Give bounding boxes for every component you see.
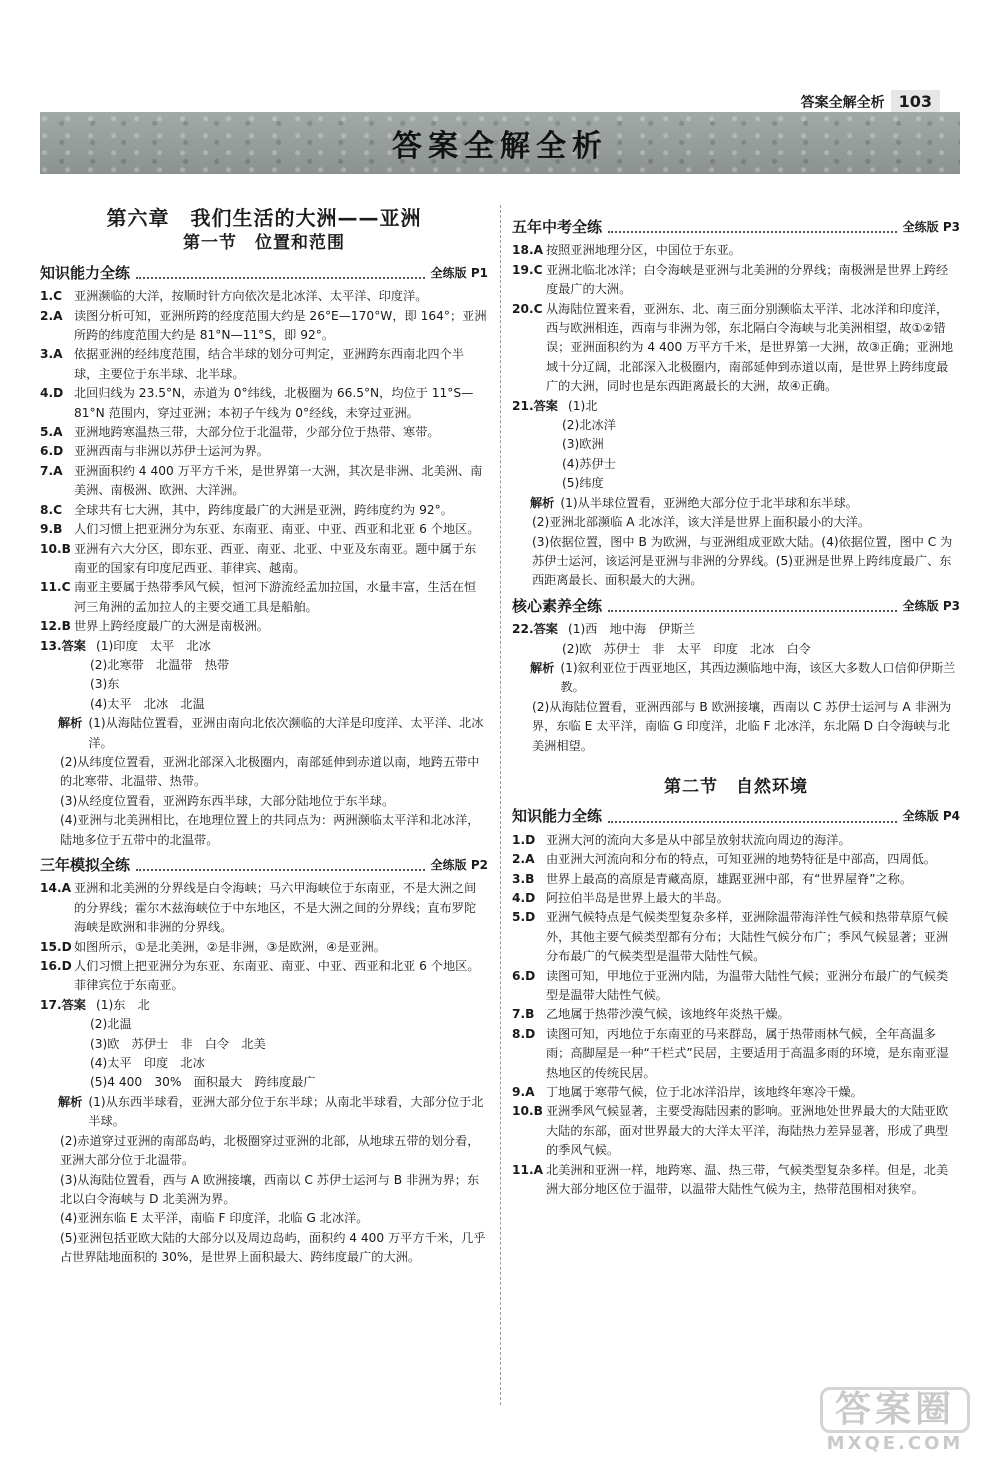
answer-item — [40, 287, 488, 306]
answer-item — [40, 520, 488, 539]
answer-item — [40, 578, 488, 617]
answer-text: 按照亚洲地理分区，中国位于东亚。 — [546, 243, 741, 258]
explanation-text: (3)依据位置，图中 B 为欧洲，与亚洲组成亚欧大陆。(4)依据位置，图中 C 为苏伊士运河，该运河是亚洲与非洲的分界线。(5)亚洲是世界上跨纬度最广、东西距离最长、面积最大的大洲。 — [532, 534, 953, 588]
answer-line: (2)北温 — [90, 1017, 132, 1032]
answer-text: (1)北 — [568, 398, 598, 413]
explanation-label: 解析 — [530, 495, 555, 510]
answer-line: (2)欧 苏伊士 非 太平 印度 北冰 白令 — [562, 641, 811, 656]
section-title-1: 第一节 位置和范围 — [183, 233, 345, 254]
answer-item — [512, 261, 960, 300]
right-column — [512, 212, 960, 1200]
answer-line: (5)4 400 30% 面积最大 跨纬度最广 — [90, 1075, 316, 1090]
running-head — [801, 90, 940, 113]
answer-text: 人们习惯上把亚洲分为东亚、东南亚、南亚、中亚、西亚和北亚 6 个地区。菲律宾位于东南亚。 — [74, 959, 480, 993]
answer-item — [512, 1083, 960, 1102]
explanation-text: (2)从海陆位置看，亚洲西部与 B 欧洲接壤，西南以 C 苏伊士运河与 A 非洲为界，东临 E 太平洋，南临 G 印度洋，北临 F 北冰洋，东北隔 D 白令海峡与北美洲相望。 — [532, 699, 952, 753]
answer-item — [40, 442, 488, 461]
question-number: 10.B — [512, 1104, 543, 1119]
answer-text: 由亚洲大河流向和分布的特点，可知亚洲的地势特征是中部高，四周低。 — [546, 852, 936, 867]
answer-item — [512, 1102, 960, 1160]
answer-text: 如图所示，①是北美洲，②是非洲，③是欧洲，④是亚洲。 — [74, 939, 386, 954]
answer-line: (2)北冰洋 — [562, 418, 616, 433]
answer-text: 北美洲和亚洲一样，地跨寒、温、热三带，气候类型复杂多样。但是，北美洲大部分地区位于温带，以温带大陆性气候为主，热带范围相对狭窄。 — [546, 1162, 949, 1197]
answer-list — [40, 287, 488, 636]
answer-line: (3)欧 苏伊士 非 白令 北美 — [90, 1036, 266, 1051]
answer-text: 南亚主要属于热带季风气候，恒河下游流经孟加拉国，水量丰富，生活在恒河三角洲的孟加拉人的主要交通工具是船舶。 — [74, 580, 477, 614]
question-number: 20.C — [512, 301, 543, 316]
banner-title: 答案全解全析 — [392, 129, 608, 164]
question-number: 21.答案 — [512, 398, 558, 413]
question-number: 3.B — [512, 871, 535, 886]
explanation-label: 解析 — [58, 716, 83, 731]
answer-text: 读图可知，甲地位于亚洲内陆，为温带大陆性气候；亚洲分布最广的气候类型是温带大陆性气候。 — [546, 968, 949, 1003]
answer-text: 亚洲季风气候显著，主要受海陆因素的影响。亚洲地处世界最大的大陆亚欧大陆的东部，面对世界最大的大洋太平洋，海陆热力差异显著，形成了典型的季风气候。 — [546, 1104, 949, 1158]
answer-item — [40, 996, 488, 1015]
answer-text: 亚洲大河的流向大多是从中部呈放射状流向周边的海洋。 — [546, 832, 851, 847]
dotted-leader — [608, 222, 897, 233]
page-number: 103 — [891, 90, 940, 113]
subsection-title: 五年中考全练 — [512, 218, 603, 236]
answer-item — [512, 620, 960, 639]
answer-item — [40, 307, 488, 346]
answer-text: 亚洲西南与非洲以苏伊士运河为界。 — [74, 444, 269, 459]
running-title: 答案全解全析 — [800, 94, 885, 111]
explanation-text: (5)亚洲包括亚欧大陆的大部分以及周边岛屿，面积约 4 400 万平方千米，几乎占世界陆地面积的 30%，是世界上面积最大、跨纬度最广的大洲。 — [60, 1230, 486, 1265]
answer-block-22 — [512, 620, 960, 756]
answer-text: 亚洲地跨寒温热三带，大部分位于北温带，少部分位于热带、寒带。 — [74, 425, 440, 440]
answer-item — [512, 967, 960, 1006]
answer-block-13 — [40, 637, 488, 850]
dotted-leader — [608, 812, 897, 823]
answer-item — [512, 908, 960, 966]
question-number: 10.B — [40, 541, 71, 556]
edition-ref: 全练版 P3 — [902, 598, 960, 613]
explanation-text: (1)叙利亚位于西亚地区，其西边濒临地中海，该区大多数人口信仰伊斯兰教。 — [560, 660, 956, 695]
answer-item — [40, 957, 488, 996]
question-number: 9.B — [40, 522, 63, 537]
explanation-text: (2)从纬度位置看，亚洲北部深入北极圈内，南部延伸到赤道以南，地跨五带中的北寒带、北温带、热带。 — [60, 754, 480, 789]
site-watermark — [820, 1387, 970, 1457]
answer-block-21 — [512, 397, 960, 591]
explanation — [512, 659, 960, 698]
edition-ref: 全练版 P3 — [902, 220, 960, 234]
explanation-text: (1)从半球位置看，亚洲绝大部分位于北半球和东半球。 — [560, 495, 858, 510]
question-number: 15.D — [40, 939, 72, 954]
question-number: 6.D — [40, 444, 64, 459]
dotted-leader — [136, 860, 425, 871]
answer-list — [512, 831, 960, 1200]
section-title-2: 第二节 自然环境 — [664, 776, 808, 797]
answer-text: 亚洲气候特点是气候类型复杂多样，亚洲除温带海洋性气候和热带草原气候外，其他主要气候类型都有分布；大陆性气候分布广；季风气候显著；亚洲分布最广的气候类型是温带大陆性气候。 — [546, 910, 949, 964]
explanation-label: 解析 — [530, 660, 555, 675]
explanation-text: (1)从海陆位置看，亚洲由南向北依次濒临的大洋是印度洋、太平洋、北冰洋。 — [88, 716, 484, 750]
explanation-text: (1)从东西半球看，亚洲大部分位于东半球；从南北半球看，大部分位于北半球。 — [88, 1094, 484, 1129]
watermark-logo: 答案圈 — [820, 1387, 970, 1433]
answer-list — [512, 241, 960, 396]
answer-text: 亚洲面积约 4 400 万平方千米，是世界第一大洲，其次是非洲、北美洲、南美洲、南极洲、欧洲、大洋洲。 — [74, 463, 483, 498]
explanation-text: (4)亚洲与北美洲相比，在地理位置上的共同点为：两洲濒临太平洋和北冰洋，陆地多位于五带中的北温带。 — [60, 813, 480, 847]
answer-text: 读图分析可知，亚洲所跨的经度范围大约是 26°E—170°W，即 164°；亚洲所跨的纬度范围大约是 81°N—11°S，即 92°。 — [74, 308, 487, 343]
answer-item — [512, 1161, 960, 1200]
answer-item — [40, 423, 488, 442]
question-number: 11.A — [512, 1162, 544, 1177]
explanation-text: (2)亚洲北部濒临 A 北冰洋，该大洋是世界上面积最小的大洋。 — [532, 515, 871, 530]
answer-line: (4)太平 印度 北冰 — [90, 1056, 205, 1071]
answer-item — [40, 462, 488, 501]
answer-text: (1)西 地中海 伊斯兰 — [568, 622, 695, 637]
answer-item — [512, 241, 960, 260]
question-number: 5.A — [40, 425, 63, 440]
answer-line: (2)北寒带 北温带 热带 — [90, 657, 230, 672]
question-number: 1.C — [40, 289, 63, 304]
question-number: 22.答案 — [512, 622, 558, 637]
answer-item — [512, 870, 960, 889]
question-number: 7.B — [512, 1007, 535, 1022]
subsection-title: 知识能力全练 — [512, 807, 603, 826]
subsection-title: 三年模拟全练 — [40, 856, 131, 874]
question-number: 3.A — [40, 347, 63, 362]
answer-line: (3)欧洲 — [562, 437, 604, 452]
subsection-heading — [40, 856, 488, 875]
answer-text: 世界上跨经度最广的大洲是南极洲。 — [74, 619, 269, 634]
chapter-title: 第六章 我们生活的大洲——亚洲 — [106, 206, 422, 230]
dotted-leader — [136, 268, 425, 279]
explanation-label: 解析 — [58, 1094, 83, 1109]
question-number: 18.A — [512, 243, 544, 258]
answer-item — [40, 938, 488, 957]
answer-line: (3)东 — [90, 677, 120, 692]
question-number: 6.D — [512, 968, 536, 983]
edition-ref: 全练版 P2 — [430, 858, 488, 872]
answer-text: 全球共有七大洲，其中，跨纬度最广的大洲是亚洲，跨纬度约为 92°。 — [74, 502, 453, 517]
question-number: 17.答案 — [40, 997, 86, 1012]
answer-text: 人们习惯上把亚洲分为东亚、东南亚、南亚、中亚、西亚和北亚 6 个地区。 — [74, 522, 480, 537]
answer-item — [512, 397, 960, 416]
answer-text: 丁地属于寒带气候，位于北冰洋沿岸，该地终年寒冷干燥。 — [546, 1085, 863, 1100]
explanation-text: (3)从经度位置看，亚洲跨东西半球，大部分陆地位于东半球。 — [60, 793, 395, 808]
dotted-leader — [608, 601, 897, 612]
question-number: 7.A — [40, 463, 63, 478]
answer-text: 乙地属于热带沙漠气候，该地终年炎热干燥。 — [546, 1007, 790, 1022]
answer-item — [40, 637, 488, 656]
question-number: 8.C — [40, 502, 63, 517]
subsection-title: 知识能力全练 — [40, 263, 131, 282]
question-number: 2.A — [512, 852, 535, 867]
explanation-text: (2)赤道穿过亚洲的南部岛屿，北极圈穿过亚洲的北部，从地球五带的划分看，亚洲大部分位于北温带。 — [60, 1133, 480, 1168]
explanation-text: (4)亚洲东临 E 太平洋，南临 F 印度洋，北临 G 北冰洋。 — [60, 1211, 369, 1226]
answer-item — [512, 1025, 960, 1083]
answer-item — [512, 831, 960, 850]
subsection-heading — [512, 218, 960, 237]
answer-text: 亚洲濒临的大洋，按顺时针方向依次是北冰洋、太平洋、印度洋。 — [74, 289, 428, 304]
answer-item — [40, 879, 488, 937]
answer-text: 亚洲有六大分区，即东亚、西亚、南亚、北亚、中亚及东南亚。题中属于东南亚的国家有印度尼西亚、菲律宾、越南。 — [74, 541, 477, 575]
answer-item — [40, 540, 488, 579]
answer-text: 亚洲北临北冰洋；白令海峡是亚洲与北美洲的分界线；南极洲是世界上跨经度最广的大洲。 — [546, 262, 949, 297]
explanation — [40, 714, 488, 753]
answer-item — [512, 889, 960, 908]
answer-item — [512, 850, 960, 869]
question-number: 8.D — [512, 1026, 536, 1041]
question-number: 1.D — [512, 832, 536, 847]
answer-list — [40, 879, 488, 995]
subsection-title: 核心素养全练 — [512, 596, 603, 615]
answer-text: 读图可知，丙地位于东南亚的马来群岛，属于热带雨林气候，全年高温多雨；高脚屋是一种“干栏式”民居，主要适用于高温多雨的环境，是东南亚湿热地区的传统民居。 — [546, 1026, 949, 1080]
column-divider — [500, 205, 501, 1405]
explanation — [512, 494, 960, 513]
question-number: 13.答案 — [40, 638, 86, 653]
answer-text: (1)东 北 — [96, 997, 150, 1012]
answer-text: 依据亚洲的经纬度范围，结合半球的划分可判定，亚洲跨东西南北四个半球，主要位于东半球、北半球。 — [74, 347, 464, 381]
question-number: 14.A — [40, 881, 72, 896]
left-column — [40, 205, 488, 1268]
watermark-url: MXQE.COM — [826, 1433, 964, 1454]
answer-block-17 — [40, 996, 488, 1268]
question-number: 11.C — [40, 580, 71, 595]
explanation-text: (3)从海陆位置看，西与 A 欧洲接壤，西南以 C 苏伊士运河与 B 非洲为界；东北以白令海峡与 D 北美洲为界。 — [60, 1172, 480, 1206]
answer-line: (4)苏伊士 — [562, 456, 616, 471]
answer-text: (1)印度 太平 北冰 — [96, 638, 211, 653]
answer-item — [40, 617, 488, 636]
question-number: 2.A — [40, 308, 63, 323]
question-number: 9.A — [512, 1085, 535, 1100]
title-banner — [40, 112, 960, 174]
edition-ref: 全练版 P1 — [430, 265, 488, 280]
question-number: 4.D — [40, 386, 64, 401]
answer-line: (5)纬度 — [562, 476, 604, 491]
subsection-heading — [512, 597, 960, 616]
explanation — [40, 1093, 488, 1132]
question-number: 5.D — [512, 910, 536, 925]
answer-text: 从海陆位置来看，亚洲东、北、南三面分别濒临太平洋、北冰洋和印度洋，西与欧洲相连，西南与非洲为邻，东北隔白令海峡与北美洲相望，故①②错误；亚洲面积约为 4 400 万平方千米，是世界第一大洲，故③正确；亚洲地域十分辽阔，北部深入北极圈内，南部延伸到赤道以南，是世界上跨纬度最广的大洲，同时也是东西距离最长的大洲，故④正确。 — [546, 301, 954, 394]
answer-text: 亚洲和北美洲的分界线是白令海峡；马六甲海峡位于东南亚，不是大洲之间的分界线；霍尔木兹海峡位于中东地区，不是大洲之间的分界线；直布罗陀海峡是欧洲和非洲的分界线。 — [74, 881, 477, 935]
question-number: 12.B — [40, 619, 71, 634]
answer-text: 世界上最高的高原是青藏高原，雄踞亚洲中部，有“世界屋脊”之称。 — [546, 871, 913, 886]
answer-line: (4)太平 北冰 北温 — [90, 696, 205, 711]
question-number: 16.D — [40, 959, 72, 974]
answer-text: 北回归线为 23.5°N，赤道为 0°纬线，北极圈为 66.5°N，均位于 11°S—81°N 范围内，穿过亚洲；本初子午线为 0°经线，未穿过亚洲。 — [74, 386, 474, 420]
answer-item — [512, 1005, 960, 1024]
answer-item — [40, 345, 488, 384]
edition-ref: 全练版 P4 — [902, 809, 960, 824]
answer-text: 阿拉伯半岛是世界上最大的半岛。 — [546, 891, 729, 905]
question-number: 4.D — [512, 891, 536, 905]
subsection-heading — [40, 264, 488, 283]
answer-item — [40, 501, 488, 520]
question-number: 19.C — [512, 262, 543, 277]
subsection-heading — [512, 807, 960, 826]
answer-item — [512, 300, 960, 397]
answer-item — [40, 384, 488, 423]
